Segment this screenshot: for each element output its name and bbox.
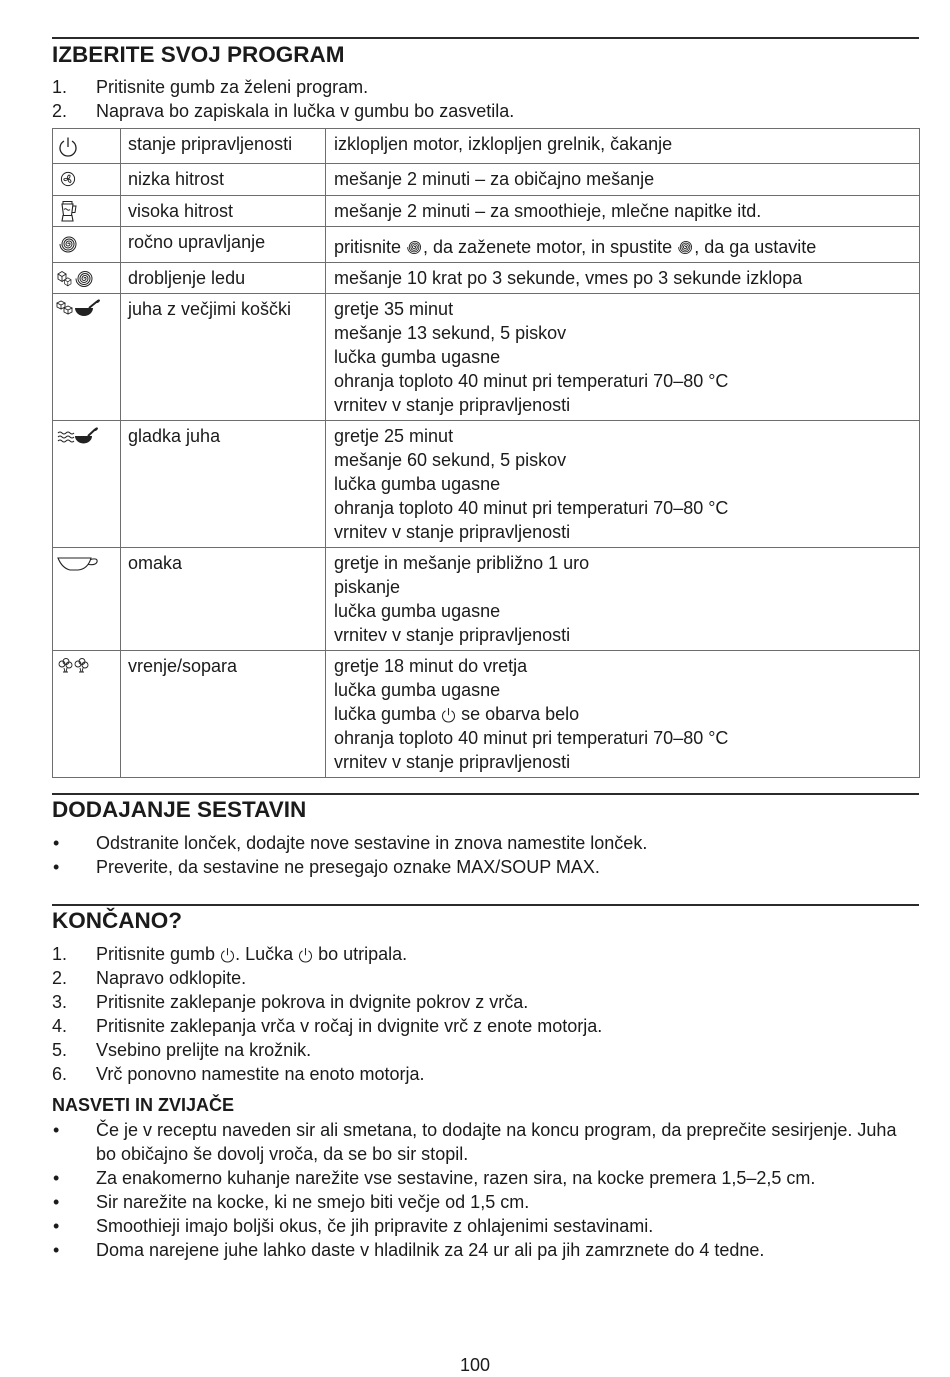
table-row (53, 263, 920, 294)
list-item (52, 1038, 919, 1062)
program-name: drobljenje ledu (121, 263, 326, 294)
program-table-wrapper (52, 128, 919, 778)
table-row (53, 196, 920, 227)
program-icon-cell (53, 227, 121, 263)
bullet: • (53, 833, 60, 853)
step-text: Vsebino prelijte na krožnik. (96, 1040, 312, 1060)
description-text: se obarva belo (456, 704, 580, 724)
program-description (326, 263, 920, 294)
list-item (52, 99, 919, 123)
description-line: mešanje 60 sekund, 5 piskov (334, 450, 567, 470)
bullet-text: Za enakomerno kuhanje narežite vse sestavine, razen sira, na kocke premera 1,5–2,5 cm. (96, 1168, 816, 1188)
spiral-icon (677, 239, 694, 256)
table-row (53, 294, 920, 421)
description-line: ohranja toploto 40 minut pri temperaturi 70–80 °C (334, 371, 729, 391)
table-row (53, 548, 920, 651)
program-icon-cell (53, 548, 121, 651)
program-name: ročno upravljanje (121, 227, 326, 263)
description-line: gretje 35 minut (334, 299, 454, 319)
step-number: 1. (52, 77, 68, 97)
step-text: Naprava bo zapiskala in lučka v gumbu bo zasvetila. (96, 101, 515, 121)
description-line: mešanje 2 minuti – za običajno mešanje (334, 169, 655, 189)
bullet-text: Smoothieji imajo boljši okus, če jih pripravite z ohlajenimi sestavinami. (96, 1216, 654, 1236)
description-line: vrnitev v stanje pripravljenosti (334, 625, 571, 645)
page-number: 100 (459, 1355, 491, 1375)
description-line: gretje in mešanje približno 1 uro (334, 553, 590, 573)
program-description (326, 294, 920, 421)
description-text: , da zaženete motor, in spustite (423, 237, 678, 257)
description-line: vrnitev v stanje pripravljenosti (334, 395, 571, 415)
tips-title: NASVETI IN ZVIJAČE (52, 1095, 235, 1115)
step-text-part: . Lučka (235, 944, 299, 964)
list-item (52, 855, 919, 879)
spiral-icon (53, 230, 120, 255)
program-name: visoka hitrost (121, 196, 326, 227)
adding-bullets (52, 831, 919, 879)
description-line: vrnitev v stanje pripravljenosti (334, 752, 571, 772)
step-text (96, 942, 919, 966)
section-title-adding: DODAJANJE SESTAVIN (52, 797, 307, 822)
bullet-text: Preverite, da sestavine ne presegajo oznake MAX/SOUP MAX. (96, 857, 600, 877)
program-description (326, 548, 920, 651)
list-item (52, 831, 919, 855)
table-row (53, 164, 920, 196)
bullet-text: Če je v receptu naveden sir ali smetana, to dodajte na koncu program, da preprečite sesirjenje. Juha bo običajno še dovolj vroča, da se bo sir stopil. (96, 1120, 897, 1164)
bullet: • (53, 1192, 60, 1212)
program-icon-cell (53, 294, 121, 421)
description-line (334, 235, 919, 259)
description-text: pritisnite (334, 237, 407, 257)
program-icon-cell (53, 421, 121, 548)
program-description (326, 227, 920, 263)
bullet: • (53, 857, 60, 877)
section-title-program: IZBERITE SVOJ PROGRAM (52, 42, 345, 67)
power-icon (441, 706, 456, 723)
description-line: mešanje 10 krat po 3 sekunde, vmes po 3 sekunde izklopa (334, 268, 803, 288)
fan-icon (53, 167, 120, 187)
program-name: gladka juha (121, 421, 326, 548)
step-text: Vrč ponovno namestite na enoto motorja. (96, 1064, 425, 1084)
list-item (52, 990, 919, 1014)
bullet: • (53, 1168, 60, 1188)
program-icon-cell (53, 164, 121, 196)
bullet-text: Odstranite lonček, dodajte nove sestavine in znova namestite lonček. (96, 833, 648, 853)
power-icon (220, 946, 235, 963)
step-number: 3. (52, 992, 68, 1012)
description-line: lučka gumba ugasne (334, 680, 501, 700)
program-steps (52, 75, 919, 123)
bullet: • (53, 1120, 60, 1140)
table-row (53, 129, 920, 164)
chunky-soup-icon (53, 297, 120, 319)
description-line: ohranja toploto 40 minut pri temperaturi 70–80 °C (334, 728, 729, 748)
program-description (326, 164, 920, 196)
description-line: vrnitev v stanje pripravljenosti (334, 522, 571, 542)
description-line: lučka gumba ugasne (334, 347, 501, 367)
step-text: Pritisnite zaklepanje pokrova in dvignite pokrov z vrča. (96, 992, 529, 1012)
step-text-part: Pritisnite gumb (96, 944, 221, 964)
smooth-soup-icon (53, 424, 120, 447)
ice-crush-icon (53, 266, 120, 290)
description-line: lučka gumba ugasne (334, 474, 501, 494)
description-line: mešanje 13 sekund, 5 piskov (334, 323, 567, 343)
program-description (326, 421, 920, 548)
table-row (53, 421, 920, 548)
program-name: stanje pripravljenosti (121, 129, 326, 164)
list-item (52, 75, 919, 99)
list-item (52, 1118, 919, 1166)
description-line: gretje 18 minut do vretja (334, 656, 528, 676)
step-text: Napravo odklopite. (96, 968, 247, 988)
program-name: juha z večjimi koščki (121, 294, 326, 421)
power-icon (298, 946, 313, 963)
program-icon-cell (53, 196, 121, 227)
description-text: lučka gumba (334, 704, 442, 724)
description-line: gretje 25 minut (334, 426, 454, 446)
step-number: 5. (52, 1040, 68, 1060)
description-line: izklopljen motor, izklopljen grelnik, čakanje (334, 134, 673, 154)
program-description (326, 196, 920, 227)
program-icon-cell (53, 263, 121, 294)
description-line: ohranja toploto 40 minut pri temperaturi 70–80 °C (334, 498, 729, 518)
spiral-icon (406, 239, 423, 256)
description-line (334, 702, 919, 726)
program-name: nizka hitrost (121, 164, 326, 196)
step-text: Pritisnite gumb za želeni program. (96, 77, 369, 97)
section-title-done: KONČANO? (52, 908, 182, 933)
power-icon (53, 132, 120, 157)
program-table (52, 128, 920, 778)
description-line: piskanje (334, 577, 401, 597)
step-number: 2. (52, 968, 68, 988)
bullet: • (53, 1216, 60, 1236)
list-item (52, 1238, 919, 1262)
list-item (52, 1062, 919, 1086)
program-icon-cell (53, 651, 121, 778)
tips-bullets (52, 1118, 919, 1262)
sauce-boat-icon (53, 551, 120, 574)
list-item (52, 1190, 919, 1214)
step-text-part: bo utripala. (313, 944, 408, 964)
description-line: mešanje 2 minuti – za smoothieje, mlečne napitke itd. (334, 201, 762, 221)
program-name: omaka (121, 548, 326, 651)
bullet: • (53, 1240, 60, 1260)
step-number: 4. (52, 1016, 68, 1036)
step-text: Pritisnite zaklepanja vrča v ročaj in dvignite vrč z enote motorja. (96, 1016, 603, 1036)
bullet-text: Sir narežite na kocke, ki ne smejo biti večje od 1,5 cm. (96, 1192, 530, 1212)
bullet-text: Doma narejene juhe lahko daste v hladilnik za 24 ur ali pa jih zamrznete do 4 tedne. (96, 1240, 765, 1260)
steam-icon (53, 654, 120, 677)
section-divider (52, 37, 919, 39)
list-item (52, 1214, 919, 1238)
list-item (52, 942, 919, 966)
list-item (52, 1014, 919, 1038)
program-description (326, 651, 920, 778)
program-icon-cell (53, 129, 121, 164)
step-number: 2. (52, 101, 68, 121)
program-description (326, 129, 920, 164)
description-text: , da ga ustavite (694, 237, 817, 257)
list-item (52, 966, 919, 990)
description-line: lučka gumba ugasne (334, 601, 501, 621)
done-steps (52, 942, 919, 1086)
blender-icon (53, 199, 120, 223)
step-number: 1. (52, 944, 68, 964)
step-number: 6. (52, 1064, 68, 1084)
table-row (53, 227, 920, 263)
program-name: vrenje/sopara (121, 651, 326, 778)
table-row (53, 651, 920, 778)
list-item (52, 1166, 919, 1190)
